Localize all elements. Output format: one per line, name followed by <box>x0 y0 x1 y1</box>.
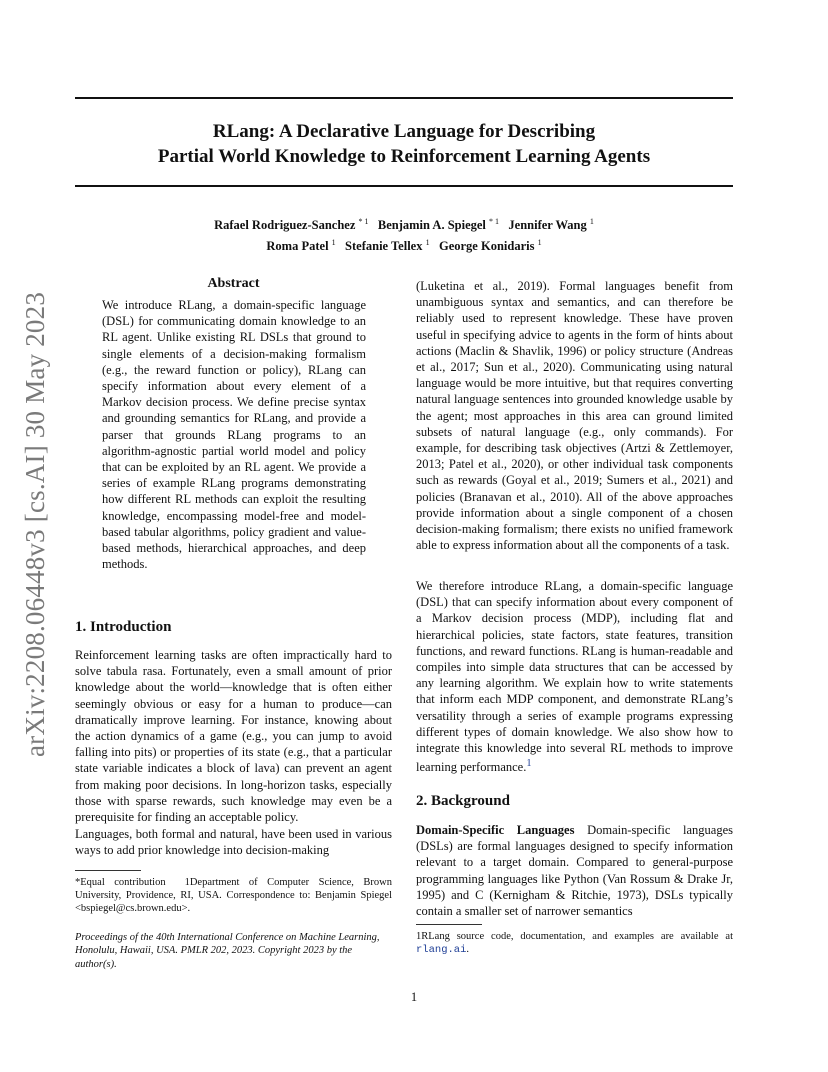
footnote-marker[interactable]: 1 <box>526 758 532 770</box>
author-name: Roma Patel <box>266 239 329 254</box>
title-bottom-rule <box>75 185 733 187</box>
author-name: Jennifer Wang <box>508 218 587 233</box>
author-affiliation: 1 <box>331 238 336 248</box>
dsl-text: Domain-specific languages (DSLs) are formal languages designed to specify information relevant to a target domain. Compared to general-purpose programming languages like Python (Van Rossum & Drake Jr, 1995) and C (Kernigham & Ritchie, 1973), DSLs typically contain a smaller set of narrower semantics <box>416 823 733 919</box>
rlang-link[interactable]: rlang.ai <box>416 944 467 956</box>
abstract-body: We introduce RLang, a domain-specific language (DSL) for communicating domain knowledge to an RL agent. Unlike existing RL DSLs that ground to single elements of a decision-making formalism (e.g., the reward function or policy), RLang can specify information about every element of a Markov decision process. We define precise syntax and grounding semantics for RLang, and provide a parser that grounds RLang programs to an algorithm-agnostic partial world model and policy that can be exploited by an RL agent. We provide a series of example RLang programs demonstrating how different RL methods can exploit the resulting knowledge, encompassing model-free and model-based tabular algorithms, policy gradient and value-based methods, hierarchical approaches, and deep methods. <box>102 298 366 572</box>
proceedings-note: Proceedings of the 40th International Conference on Machine Learning, Honolulu, Hawaii, USA. PMLR 202, 2023. Copyright 2023 by the author(s). <box>75 932 380 970</box>
right-paragraph-2-text: We therefore introduce RLang, a domain-specific language (DSL) that can specify information about every component of a Markov decision process (MDP), including flat and hierarchical policies, state factors, state features, transition functions, and reward functions. RLang is human-readable and compiles into simple data structures that can be accessed by any learning algorithm. We explain how to write statements that inform each MDP component, and demonstrate RLang’s versatility through a series of example programs expressing different types of domain knowledge. We also show how to integrate this knowledge into several RL methods to improve learning performance. <box>416 579 733 775</box>
authors-line-1 <box>75 213 733 234</box>
paper-title <box>75 119 733 169</box>
author-list <box>75 213 733 255</box>
right-paragraph-1: (Luketina et al., 2019). Formal languages benefit from unambiguous syntax and semantics, and can therefore be reliably used to represent knowledge. These have proven useful in specifying advice to agents in the form of hints about actions (Maclin & Shavlik, 1996) or policy structure (Andreas et al., 2017; Sun et al., 2020). Communicating using natural language would be more intuitive, but that requires converting natural language sentences into grounded knowledge usable by the agent; most approaches in this area can ground limited subsets of natural language (e.g., only commands). For example, for describing task objectives (Artzi & Zettlemoyer, 2013; Patel et al., 2020), or other individual task components such as rewards (Goyal et al., 2019; Sumers et al., 2021) and policies (Branavan et al., 2010). All of the above approaches provide information about a single component of a chosen decision-making formalism; there exists no unified framework able to express information about all the components of a task. <box>416 279 733 553</box>
arxiv-stamp: arXiv:2208.06448v3 [cs.AI] 30 May 2023 <box>20 291 50 757</box>
author-name: Rafael Rodriguez-Sanchez <box>214 218 356 233</box>
author-affiliation: * 1 <box>358 217 369 226</box>
right-paragraph-2 <box>416 578 733 776</box>
author-affiliation: 1 <box>589 217 594 226</box>
introduction-heading: 1. Introduction <box>75 619 172 635</box>
authors-line-2 <box>75 234 733 255</box>
author-name: George Konidaris <box>438 239 535 254</box>
footnote-equal-contribution: *Equal contribution <box>75 877 166 888</box>
introduction-paragraph-2: Languages, both formal and natural, have been used in various ways to add prior knowledge into decision-making <box>75 827 392 858</box>
footnote-source-text: 1RLang source code, documentation, and examples are available at <box>416 931 733 942</box>
footnote-rule-left <box>75 870 141 871</box>
title-line-2: Partial World Knowledge to Reinforcement Learning Agents <box>157 146 651 167</box>
footnote-department: 1Department of Computer Science, Brown University, Providence, RI, USA. Correspondence to: Benjamin Spiegel <bspiegel@cs.brown.edu>. <box>75 877 392 914</box>
author-affiliation: 1 <box>537 238 542 248</box>
author-name: Benjamin A. Spiegel <box>377 218 486 233</box>
author-affiliation: 1 <box>425 238 430 248</box>
introduction-paragraph-1: Reinforcement learning tasks are often impractically hard to solve tabula rasa. Fortunately, even a small amount of prior knowledge about the world—knowledge that is often either seemingly obvious or easy for a human to produce—can dramatically improve learning. For instance, knowing about the action dynamics of a game (e.g., you can jump to avoid falling into pits) or properties of its state (e.g., that a particular state variable indicates a block of lava) can prevent an agent from making poor decisions. In long-horizon tasks, especially those with sparse rewards, such knowledge may even be a prerequisite for finding an acceptable policy. <box>75 648 392 825</box>
footnote-source-code: 1RLang source code, documentation, and examples are available at rlang.ai. <box>416 931 733 956</box>
page-number: 1 <box>410 990 418 1004</box>
title-top-rule <box>75 97 733 99</box>
abstract-heading: Abstract <box>207 276 260 291</box>
author-affiliation: * 1 <box>489 217 500 226</box>
dsl-paragraph <box>416 822 733 919</box>
dsl-lead: Domain-Specific Languages <box>416 823 575 837</box>
author-name: Stefanie Tellex <box>345 239 423 254</box>
background-heading: 2. Background <box>416 793 510 809</box>
footnote-affiliations <box>75 876 392 915</box>
title-line-1: RLang: A Declarative Language for Describing <box>212 121 596 142</box>
footnote-rule-right <box>416 924 482 925</box>
